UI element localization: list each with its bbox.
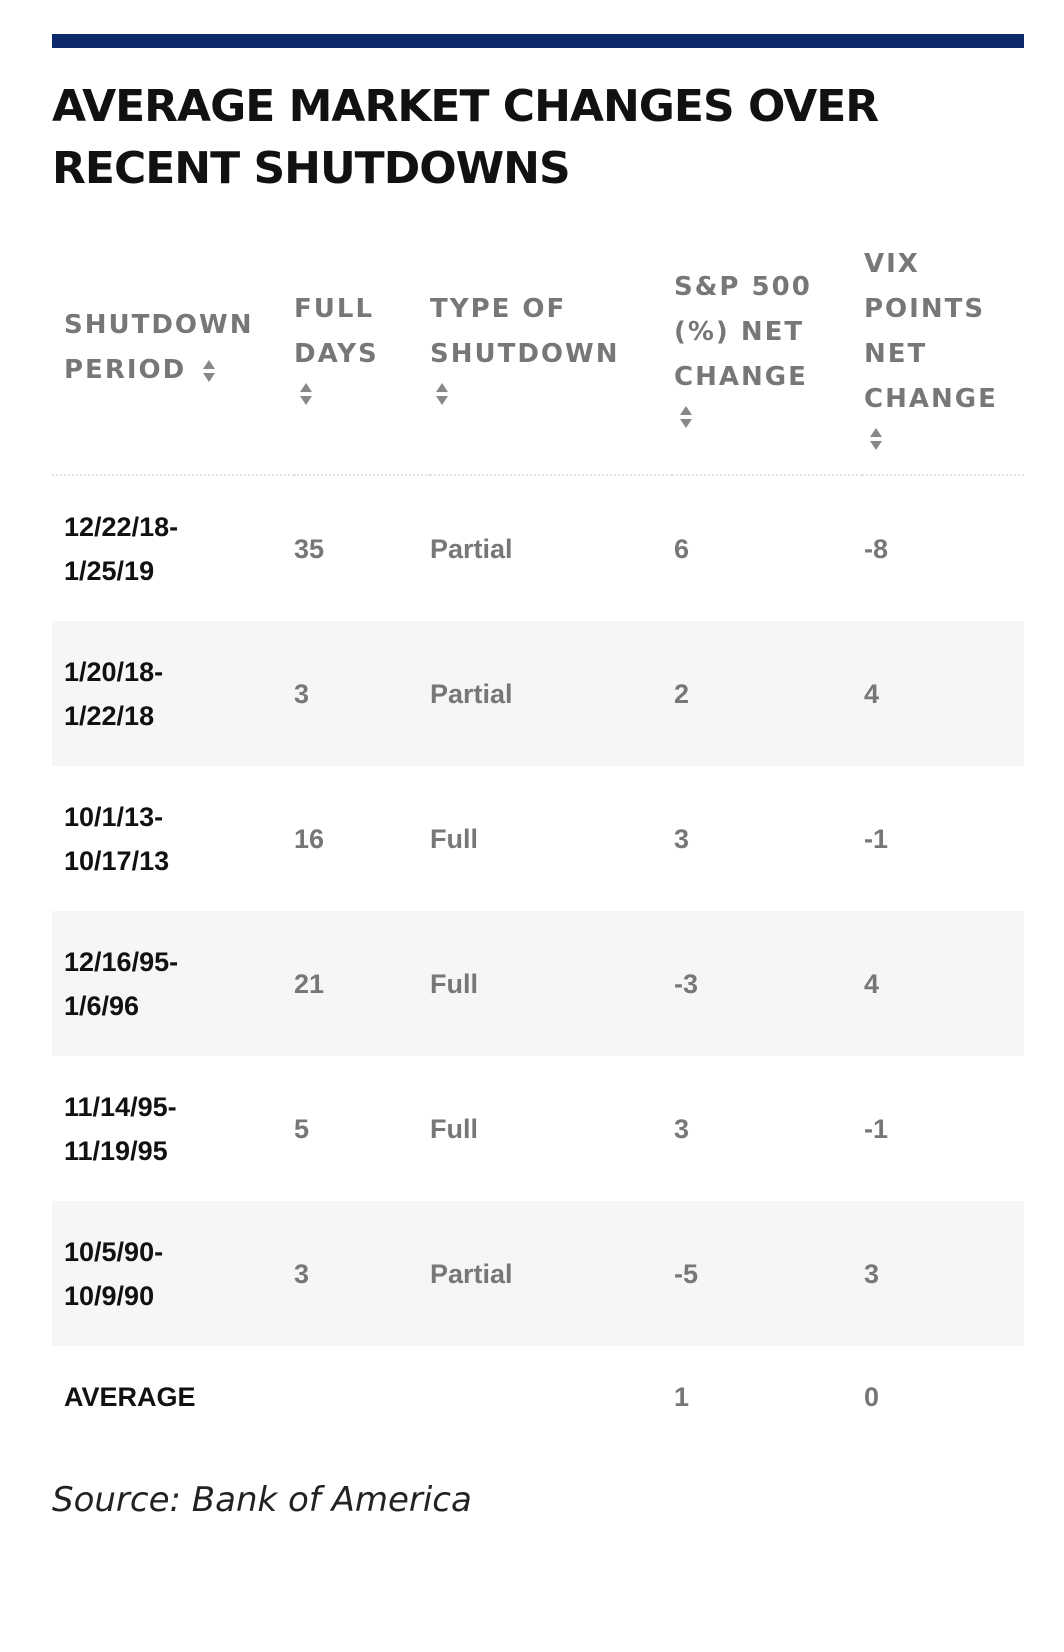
data-table-container (52, 222, 1024, 1448)
cell-full-days: 35 (294, 533, 325, 564)
header-label: SHUTDOWN PERIOD (64, 310, 254, 385)
cell-vix-net-change: -8 (864, 533, 889, 564)
cell-average-vix: 0 (864, 1382, 880, 1412)
average-row (52, 1346, 1024, 1448)
cell-type-of-shutdown: Full (430, 823, 478, 854)
sort-icon[interactable] (434, 379, 450, 409)
table-header (52, 222, 1024, 475)
cell-sp500-net-change: 6 (674, 533, 690, 564)
header-full-days[interactable] (294, 222, 430, 475)
header-label: VIX POINTS NET CHANGE (864, 249, 998, 414)
cell-type-of-shutdown: Full (430, 1113, 478, 1144)
table-row (52, 911, 1024, 1056)
cell-shutdown-period: 1/20/18- 1/22/18 (52, 621, 294, 766)
source-note: Source: Bank of America (52, 1480, 472, 1520)
cell-shutdown-period: 12/22/18- 1/25/19 (64, 511, 179, 586)
cell-full-days: 5 (294, 1113, 310, 1144)
header-row (52, 222, 1024, 475)
header-label: S&P 500 (%) NET CHANGE (674, 271, 812, 392)
sort-icon[interactable] (298, 379, 314, 409)
sort-icon[interactable] (201, 356, 217, 386)
cell-sp500-net-change: 3 (674, 823, 690, 854)
cell-vix-net-change: 4 (862, 621, 1024, 766)
cell-shutdown-period: 10/5/90- 10/9/90 (52, 1201, 294, 1346)
cell-vix-net-change: 4 (862, 911, 1024, 1056)
cell-full-days: 3 (294, 621, 430, 766)
cell-full-days: 21 (294, 911, 430, 1056)
table-row (52, 621, 1024, 766)
table-body (52, 475, 1024, 1448)
cell-shutdown-period: 12/16/95- 1/6/96 (52, 911, 294, 1056)
cell-average-label: AVERAGE (64, 1382, 196, 1412)
header-label: TYPE OF SHUTDOWN (430, 294, 620, 369)
cell-type-of-shutdown: Partial (430, 621, 672, 766)
cell-average-days (294, 1346, 430, 1448)
table-row (52, 1056, 1024, 1201)
cell-sp500-net-change: -5 (672, 1201, 862, 1346)
cell-vix-net-change: 3 (862, 1201, 1024, 1346)
cell-sp500-net-change: 3 (674, 1113, 690, 1144)
cell-shutdown-period: 10/1/13- 10/17/13 (64, 801, 170, 876)
cell-full-days: 16 (294, 823, 325, 854)
page-title: AVERAGE MARKET CHANGES OVER RECENT SHUTDOWNS (52, 81, 879, 194)
header-type-of-shutdown[interactable] (430, 222, 672, 475)
shutdown-table (52, 222, 1024, 1448)
header-shutdown-period[interactable] (52, 222, 294, 475)
cell-vix-net-change: -1 (864, 823, 889, 854)
table-row (52, 766, 1024, 911)
cell-type-of-shutdown: Full (430, 911, 672, 1056)
cell-sp500-net-change: 2 (672, 621, 862, 766)
header-vix-points-net-change[interactable] (862, 222, 1024, 475)
cell-type-of-shutdown: Partial (430, 1201, 672, 1346)
cell-shutdown-period: 11/14/95- 11/19/95 (64, 1091, 177, 1166)
cell-type-of-shutdown: Partial (430, 533, 513, 564)
cell-full-days: 3 (294, 1201, 430, 1346)
cell-vix-net-change: -1 (864, 1113, 889, 1144)
top-rule (52, 34, 1024, 48)
table-row (52, 475, 1024, 621)
cell-average-type (430, 1346, 672, 1448)
table-row (52, 1201, 1024, 1346)
sort-icon[interactable] (678, 402, 694, 432)
header-sp500-net-change[interactable] (672, 222, 862, 475)
cell-sp500-net-change: -3 (672, 911, 862, 1056)
sort-icon[interactable] (868, 424, 884, 454)
header-label: FULL DAYS (294, 294, 379, 369)
cell-average-sp500: 1 (674, 1382, 690, 1412)
